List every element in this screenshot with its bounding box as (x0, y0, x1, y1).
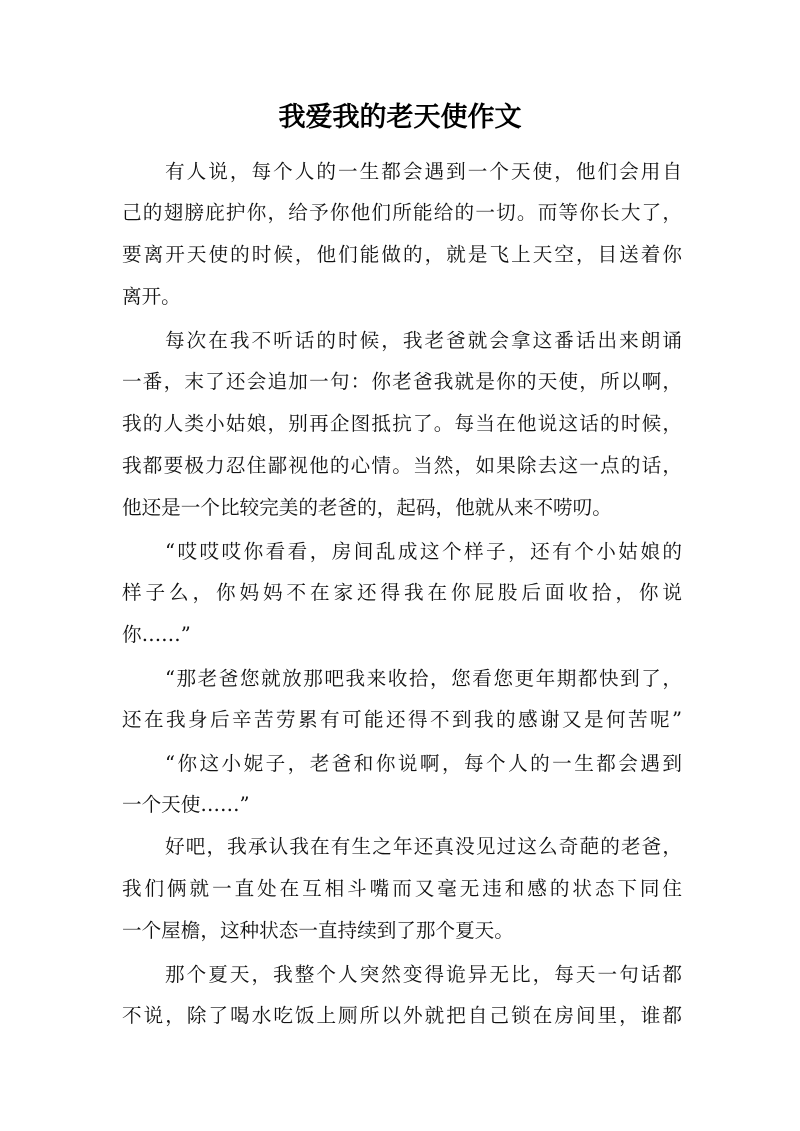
text-line: 我们俩就一直处在互相斗嘴而又毫无违和感的状态下同住 (122, 877, 682, 900)
text-line: 样子么，你妈妈不在家还得我在你屁股后面收拾，你说 (122, 581, 682, 604)
text-line: 他还是一个比较完美的老爸的，起码，他就从来不唠叨。 (122, 496, 612, 519)
text-line: 那个夏天，我整个人突然变得诡异无比，每天一句话都 (165, 963, 682, 986)
text-line: 好吧，我承认我在有生之年还真没见过这么奇葩的老爸， (165, 835, 682, 858)
text-line: 我的人类小姑娘，别再企图抵抗了。每当在他说这话的时候， (122, 412, 682, 435)
text-line: 你……” (122, 623, 191, 646)
text-line: 离开。 (122, 285, 181, 308)
text-line: “那老爸您就放那吧我来收拾，您看您更年期都快到了， (165, 667, 682, 690)
document-title: 我爱我的老天使作文 (278, 102, 522, 133)
text-line: 还在我身后辛苦劳累有可能还得不到我的感谢又是何苦呢” (122, 708, 682, 731)
text-line: 一个天使……” (122, 793, 250, 816)
text-line: “你这小妮子，老爸和你说啊，每个人的一生都会遇到 (165, 752, 682, 775)
text-line: 我都要极力忍住鄙视他的心情。当然，如果除去这一点的话， (122, 454, 682, 477)
text-line: 每次在我不听话的时候，我老爸就会拿这番话出来朗诵 (165, 329, 682, 352)
text-line: 一个屋檐，这种状态一直持续到了那个夏天。 (122, 919, 514, 942)
text-line: 己的翅膀庇护你，给予你他们所能给的一切。而等你长大了， (122, 201, 682, 224)
text-line: 一番，末了还会追加一句：你老爸我就是你的天使，所以啊， (122, 370, 682, 393)
text-line: 不说，除了喝水吃饭上厕所以外就把自己锁在房间里，谁都 (122, 1004, 682, 1027)
text-line: “哎哎哎你看看，房间乱成这个样子，还有个小姑娘的 (165, 540, 682, 563)
text-line: 要离开天使的时候，他们能做的，就是飞上天空，目送着你 (122, 243, 682, 266)
text-line: 有人说，每个人的一生都会遇到一个天使，他们会用自 (165, 160, 682, 183)
